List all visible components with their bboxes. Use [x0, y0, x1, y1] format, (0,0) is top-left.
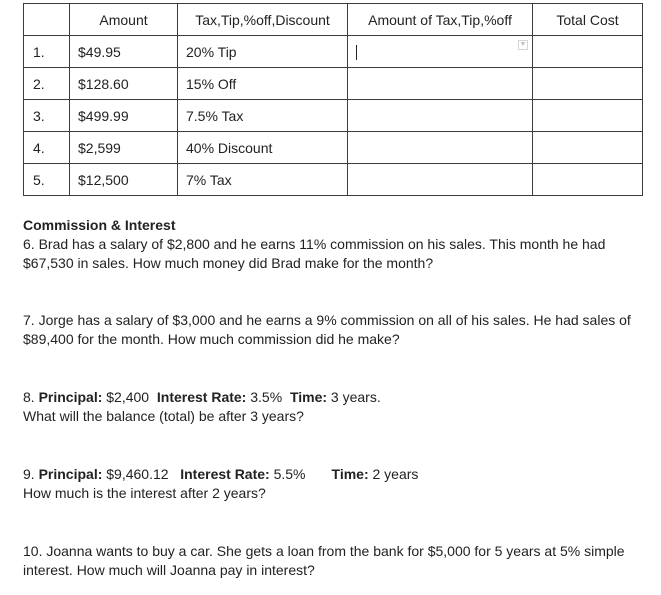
problem-7-text: 7. Jorge has a salary of $3,000 and he earns a 9% commission on all of his sales. He had sales of $89,400 for the month. How much commission did he make? — [23, 312, 631, 347]
problem-10 — [23, 542, 653, 580]
problem-9 — [23, 465, 653, 503]
row-number[interactable]: 4. — [24, 132, 70, 164]
time-value: 2 years — [372, 466, 419, 482]
result-cell[interactable] — [348, 132, 533, 164]
result-cell[interactable] — [348, 68, 533, 100]
time-label: Time: — [289, 389, 328, 405]
problem-10-text: 10. Joanna wants to buy a car. She gets a loan from the bank for $5,000 for 5 years at 5% simple interest. How much will Joanna pay in interest? — [23, 543, 625, 578]
header-row — [24, 4, 643, 36]
total-cell[interactable] — [533, 68, 643, 100]
amount-cell[interactable]: $128.60 — [70, 68, 178, 100]
header-result[interactable]: Amount of Tax,Tip,%off — [348, 4, 533, 36]
problem-8 — [23, 388, 653, 426]
result-cell[interactable] — [348, 100, 533, 132]
amount-cell[interactable]: $2,599 — [70, 132, 178, 164]
rate-value: 5.5% — [273, 466, 306, 482]
result-cell-active[interactable] — [348, 36, 533, 68]
row-number[interactable]: 2. — [24, 68, 70, 100]
row-number[interactable]: 1. — [24, 36, 70, 68]
problem-9-line — [23, 465, 653, 484]
table-row — [24, 68, 643, 100]
rate-value: 3.5% — [250, 389, 283, 405]
chevron-down-icon[interactable]: ▼ — [519, 41, 527, 48]
problems-section — [23, 216, 653, 580]
problem-6 — [23, 235, 653, 273]
time-value: 3 years. — [330, 389, 381, 405]
result-cell[interactable] — [348, 164, 533, 196]
modifier-cell[interactable]: 7% Tax — [178, 164, 348, 196]
problem-8-line — [23, 388, 653, 407]
total-cell[interactable] — [533, 132, 643, 164]
section-title: Commission & Interest — [23, 217, 176, 233]
amount-cell[interactable]: $49.95 — [70, 36, 178, 68]
time-label: Time: — [331, 466, 369, 482]
principal-label: Principal: — [38, 389, 103, 405]
principal-value: $2,400 — [106, 389, 150, 405]
modifier-cell[interactable]: 40% Discount — [178, 132, 348, 164]
table-row — [24, 132, 643, 164]
principal-value: $9,460.12 — [106, 466, 169, 482]
problem-6-text: 6. Brad has a salary of $2,800 and he earns 11% commission on his sales. This month he had $67,530 in sales. How much money did Brad make for the month? — [23, 236, 606, 271]
total-cell[interactable] — [533, 164, 643, 196]
header-amount[interactable]: Amount — [70, 4, 178, 36]
header-number[interactable] — [24, 4, 70, 36]
problem-7 — [23, 311, 653, 349]
header-modifier[interactable]: Tax,Tip,%off,Discount — [178, 4, 348, 36]
problem-9-number: 9. — [23, 466, 35, 482]
amount-cell[interactable]: $12,500 — [70, 164, 178, 196]
amount-cell[interactable]: $499.99 — [70, 100, 178, 132]
modifier-cell[interactable]: 15% Off — [178, 68, 348, 100]
spreadsheet-table — [23, 3, 643, 196]
table-row — [24, 100, 643, 132]
rate-label: Interest Rate: — [180, 466, 270, 482]
problem-9-question: How much is the interest after 2 years? — [23, 485, 266, 501]
table-row — [24, 36, 643, 68]
rate-label: Interest Rate: — [156, 389, 247, 405]
problem-8-question: What will the balance (total) be after 3 years? — [23, 408, 304, 424]
total-cell[interactable] — [533, 100, 643, 132]
total-cell[interactable] — [533, 36, 643, 68]
header-total-cost[interactable]: Total Cost — [533, 4, 643, 36]
table-row — [24, 164, 643, 196]
modifier-cell[interactable]: 7.5% Tax — [178, 100, 348, 132]
modifier-cell[interactable]: 20% Tip — [178, 36, 348, 68]
row-number[interactable]: 5. — [24, 164, 70, 196]
problem-8-number: 8. — [23, 389, 35, 405]
text-cursor — [356, 45, 357, 60]
row-number[interactable]: 3. — [24, 100, 70, 132]
principal-label: Principal: — [38, 466, 103, 482]
